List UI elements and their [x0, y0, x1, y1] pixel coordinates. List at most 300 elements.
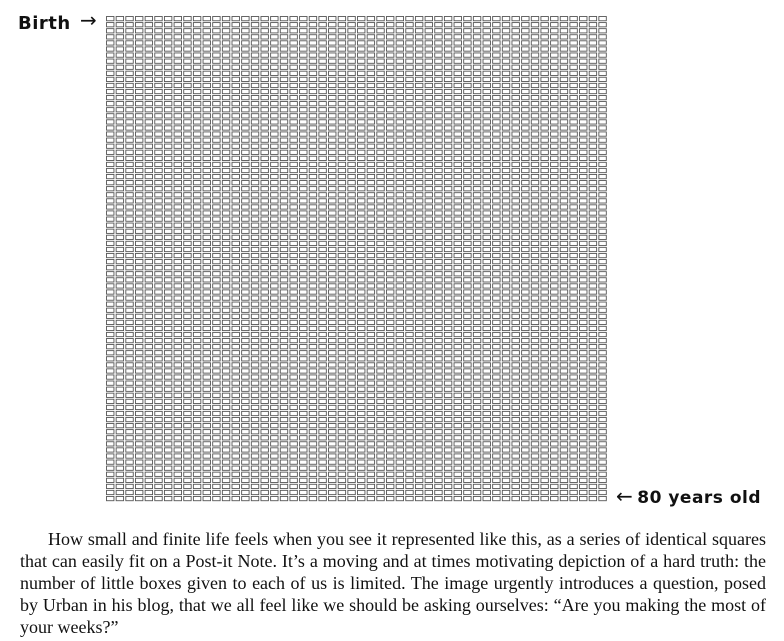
week-box [271, 187, 278, 191]
week-box [155, 23, 162, 27]
week-box [107, 168, 114, 172]
week-box [271, 235, 278, 239]
week-box [386, 174, 393, 178]
week-box [551, 217, 558, 221]
week-box [551, 454, 558, 458]
week-box [155, 193, 162, 197]
week-box [107, 120, 114, 124]
week-box [502, 132, 509, 136]
week-box [493, 144, 500, 148]
week-box [261, 193, 268, 197]
week-box [531, 484, 538, 488]
week-box [193, 168, 200, 172]
week-box [589, 223, 596, 227]
week-box [386, 314, 393, 318]
week-box [135, 332, 142, 336]
week-box [599, 381, 606, 385]
week-box [435, 193, 442, 197]
week-box [145, 460, 152, 464]
week-box [377, 199, 384, 203]
week-box [232, 357, 239, 361]
week-box [473, 83, 480, 87]
week-box [338, 114, 345, 118]
week-box [116, 65, 123, 69]
week-box [570, 47, 577, 51]
week-box [348, 89, 355, 93]
week-box [367, 417, 374, 421]
week-box [522, 314, 529, 318]
week-box [444, 454, 451, 458]
week-box [145, 162, 152, 166]
week-box [116, 430, 123, 434]
week-box [531, 144, 538, 148]
week-box [232, 314, 239, 318]
week-box [522, 296, 529, 300]
week-box [522, 241, 529, 245]
week-box [599, 156, 606, 160]
week-box [271, 284, 278, 288]
week-box [454, 120, 461, 124]
week-box [222, 369, 229, 373]
week-box [271, 150, 278, 154]
week-box [280, 229, 287, 233]
week-box [290, 332, 297, 336]
week-box [358, 23, 365, 27]
week-box [232, 205, 239, 209]
week-box [377, 126, 384, 130]
week-box [135, 478, 142, 482]
week-box [135, 247, 142, 251]
week-box [541, 114, 548, 118]
week-box [242, 23, 249, 27]
week-box [319, 338, 326, 342]
week-box [126, 120, 133, 124]
week-box [580, 260, 587, 264]
week-box [454, 338, 461, 342]
week-box [541, 156, 548, 160]
week-box [280, 369, 287, 373]
week-box [203, 326, 210, 330]
week-box [454, 132, 461, 136]
week-box [435, 168, 442, 172]
week-box [174, 156, 181, 160]
week-box [406, 89, 413, 93]
week-box [551, 357, 558, 361]
week-box [551, 387, 558, 391]
week-box [213, 278, 220, 282]
week-box [271, 266, 278, 270]
week-box [135, 375, 142, 379]
week-box [348, 168, 355, 172]
week-box [319, 430, 326, 434]
week-box [502, 241, 509, 245]
week-box [145, 393, 152, 397]
week-box [251, 345, 258, 349]
week-box [396, 278, 403, 282]
week-box [290, 278, 297, 282]
week-box [116, 211, 123, 215]
week-box [570, 478, 577, 482]
week-box [599, 83, 606, 87]
week-box [174, 65, 181, 69]
week-box [367, 150, 374, 154]
week-box [473, 217, 480, 221]
week-box [213, 53, 220, 57]
week-box [386, 205, 393, 209]
week-box [174, 314, 181, 318]
week-box [155, 41, 162, 45]
week-box [193, 351, 200, 355]
week-box [222, 393, 229, 397]
week-box [386, 65, 393, 69]
week-box [473, 357, 480, 361]
week-box [271, 41, 278, 45]
week-box [589, 35, 596, 39]
week-box [464, 211, 471, 215]
week-box [493, 211, 500, 215]
week-box [425, 284, 432, 288]
week-box [174, 211, 181, 215]
week-box [599, 174, 606, 178]
week-box [406, 77, 413, 81]
week-box [280, 41, 287, 45]
week-box [377, 102, 384, 106]
week-box [329, 17, 336, 21]
week-box [261, 156, 268, 160]
week-box [570, 460, 577, 464]
week-box [444, 253, 451, 257]
week-box [280, 460, 287, 464]
week-box [560, 23, 567, 27]
week-box [464, 442, 471, 446]
week-box [435, 53, 442, 57]
week-box [599, 405, 606, 409]
week-box [155, 229, 162, 233]
week-box [280, 156, 287, 160]
week-box [242, 460, 249, 464]
week-box [599, 150, 606, 154]
week-box [145, 314, 152, 318]
week-box [377, 290, 384, 294]
week-box [164, 448, 171, 452]
week-box [377, 156, 384, 160]
week-box [193, 247, 200, 251]
week-box [155, 345, 162, 349]
week-box [377, 490, 384, 494]
week-box [473, 205, 480, 209]
week-box [222, 345, 229, 349]
week-box [107, 23, 114, 27]
week-box [184, 405, 191, 409]
week-box [232, 320, 239, 324]
week-box [386, 387, 393, 391]
week-box [464, 253, 471, 257]
week-box [271, 108, 278, 112]
week-box [184, 217, 191, 221]
week-box [251, 193, 258, 197]
week-box [174, 229, 181, 233]
week-box [251, 399, 258, 403]
week-box [551, 241, 558, 245]
week-box [184, 411, 191, 415]
week-box [242, 187, 249, 191]
week-box [107, 59, 114, 63]
week-box [551, 65, 558, 69]
week-box [348, 424, 355, 428]
week-box [435, 266, 442, 270]
week-box [560, 47, 567, 51]
week-box [309, 247, 316, 251]
week-box [435, 442, 442, 446]
week-box [126, 17, 133, 21]
week-box [261, 71, 268, 75]
week-box [580, 442, 587, 446]
week-box [232, 41, 239, 45]
week-box [116, 314, 123, 318]
week-box [164, 442, 171, 446]
week-box [406, 345, 413, 349]
week-box [599, 466, 606, 470]
week-box [338, 381, 345, 385]
week-box [358, 247, 365, 251]
weeks-grid [106, 16, 608, 502]
week-box [599, 314, 606, 318]
week-box [425, 272, 432, 276]
week-box [493, 138, 500, 142]
week-box [193, 53, 200, 57]
week-box [203, 351, 210, 355]
week-box [473, 326, 480, 330]
week-box [329, 308, 336, 312]
week-box [464, 89, 471, 93]
week-box [580, 174, 587, 178]
week-box [493, 411, 500, 415]
week-box [184, 132, 191, 136]
week-box [280, 29, 287, 33]
week-box [483, 120, 490, 124]
week-box [164, 47, 171, 51]
week-box [116, 181, 123, 185]
week-box [502, 436, 509, 440]
week-box [232, 144, 239, 148]
week-box [541, 187, 548, 191]
week-box [522, 253, 529, 257]
week-box [203, 484, 210, 488]
week-box [599, 223, 606, 227]
week-box [444, 102, 451, 106]
week-box [174, 199, 181, 203]
week-box [193, 199, 200, 203]
week-box [522, 272, 529, 276]
week-box [309, 442, 316, 446]
week-box [502, 369, 509, 373]
week-box [599, 411, 606, 415]
week-box [560, 83, 567, 87]
week-box [483, 71, 490, 75]
week-box [203, 363, 210, 367]
week-box [348, 266, 355, 270]
week-box [319, 35, 326, 39]
week-box [319, 417, 326, 421]
week-box [435, 375, 442, 379]
week-box [512, 399, 519, 403]
week-box [174, 120, 181, 124]
week-box [541, 332, 548, 336]
week-box [135, 338, 142, 342]
week-box [541, 424, 548, 428]
week-box [396, 95, 403, 99]
week-box [203, 102, 210, 106]
week-box [338, 174, 345, 178]
week-box [193, 320, 200, 324]
week-box [541, 229, 548, 233]
week-box [213, 490, 220, 494]
week-box [531, 357, 538, 361]
week-box [483, 193, 490, 197]
week-box [464, 95, 471, 99]
week-box [329, 490, 336, 494]
week-box [145, 211, 152, 215]
week-box [338, 223, 345, 227]
week-box [493, 95, 500, 99]
week-box [493, 393, 500, 397]
week-box [512, 23, 519, 27]
week-box [155, 284, 162, 288]
week-box [377, 229, 384, 233]
week-box [502, 381, 509, 385]
week-box [126, 490, 133, 494]
week-box [309, 369, 316, 373]
week-box [135, 484, 142, 488]
week-box [570, 399, 577, 403]
week-box [184, 454, 191, 458]
week-box [522, 345, 529, 349]
week-box [396, 126, 403, 130]
week-box [135, 77, 142, 81]
week-box [271, 357, 278, 361]
week-box [203, 41, 210, 45]
week-box [261, 375, 268, 379]
week-box [271, 59, 278, 63]
week-box [280, 496, 287, 500]
week-box [551, 496, 558, 500]
week-box [251, 260, 258, 264]
week-box [126, 83, 133, 87]
week-box [415, 375, 422, 379]
week-box [300, 217, 307, 221]
week-box [483, 436, 490, 440]
week-box [454, 345, 461, 349]
week-box [473, 363, 480, 367]
week-box [319, 260, 326, 264]
week-box [493, 114, 500, 118]
week-box [348, 496, 355, 500]
week-box [425, 417, 432, 421]
week-box [126, 217, 133, 221]
week-box [213, 71, 220, 75]
week-box [309, 174, 316, 178]
week-box [155, 387, 162, 391]
week-box [116, 23, 123, 27]
week-box [502, 345, 509, 349]
week-box [531, 168, 538, 172]
week-box [309, 314, 316, 318]
week-box [464, 411, 471, 415]
week-box [145, 199, 152, 203]
week-box [242, 174, 249, 178]
week-box [396, 223, 403, 227]
week-box [444, 187, 451, 191]
week-box [261, 132, 268, 136]
week-box [551, 114, 558, 118]
week-box [483, 168, 490, 172]
week-box [271, 65, 278, 69]
week-box [309, 138, 316, 142]
week-box [251, 387, 258, 391]
week-box [444, 65, 451, 69]
week-box [261, 120, 268, 124]
week-box [396, 302, 403, 306]
week-box [512, 253, 519, 257]
week-box [358, 436, 365, 440]
week-box [184, 229, 191, 233]
week-box [493, 375, 500, 379]
week-box [386, 17, 393, 21]
week-box [512, 351, 519, 355]
week-box [522, 478, 529, 482]
week-box [483, 357, 490, 361]
week-box [261, 41, 268, 45]
week-box [213, 150, 220, 154]
week-box [271, 332, 278, 336]
week-box [493, 266, 500, 270]
week-box [464, 314, 471, 318]
week-box [338, 229, 345, 233]
week-box [261, 266, 268, 270]
week-box [580, 454, 587, 458]
week-box [541, 150, 548, 154]
week-box [203, 308, 210, 312]
week-box [135, 95, 142, 99]
week-box [541, 211, 548, 215]
week-box [386, 29, 393, 33]
week-box [570, 260, 577, 264]
week-box [271, 132, 278, 136]
week-box [483, 150, 490, 154]
week-box [193, 369, 200, 373]
week-box [531, 332, 538, 336]
week-box [502, 393, 509, 397]
week-box [251, 77, 258, 81]
week-box [126, 375, 133, 379]
week-box [454, 296, 461, 300]
week-box [184, 114, 191, 118]
week-box [358, 193, 365, 197]
week-box [184, 381, 191, 385]
week-box [116, 71, 123, 75]
week-box [444, 114, 451, 118]
week-box [367, 314, 374, 318]
week-box [464, 430, 471, 434]
week-box [319, 23, 326, 27]
week-box [483, 442, 490, 446]
week-box [377, 211, 384, 215]
week-box [174, 77, 181, 81]
week-box [367, 460, 374, 464]
week-box [599, 260, 606, 264]
week-box [599, 187, 606, 191]
week-box [126, 114, 133, 118]
